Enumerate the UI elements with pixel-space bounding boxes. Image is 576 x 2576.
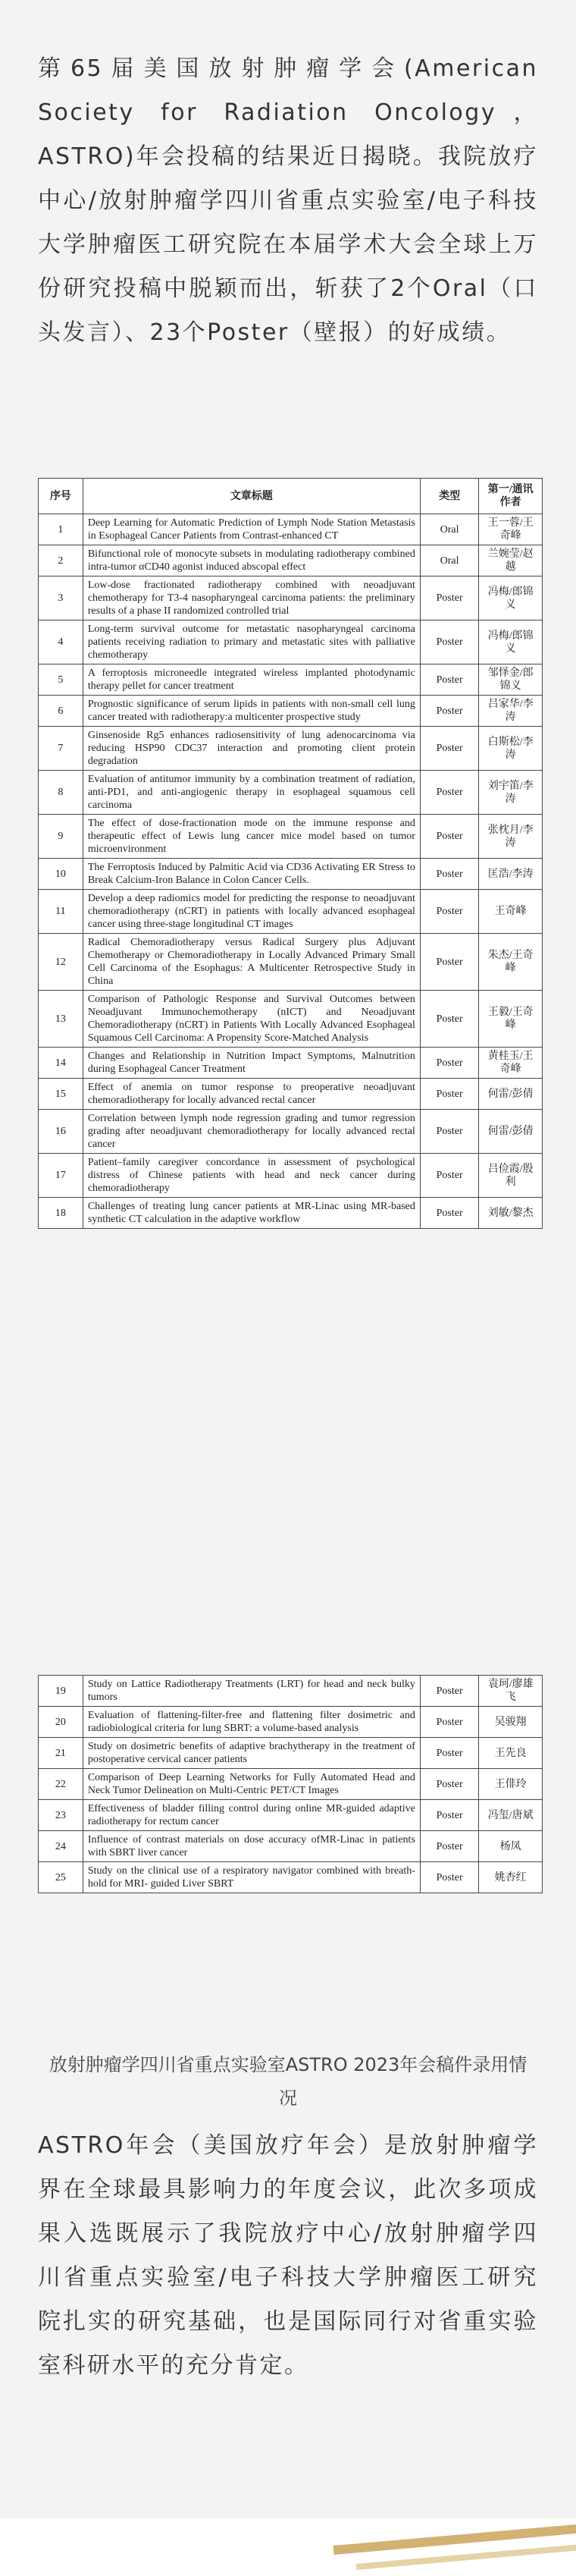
row-author: 何雷/彭倩 <box>479 1110 543 1154</box>
row-author: 袁珂/廖雄飞 <box>479 1676 543 1707</box>
row-number: 11 <box>39 890 83 934</box>
row-number: 10 <box>39 859 83 890</box>
row-type: Poster <box>420 1738 478 1769</box>
row-title: Radical Chemoradiotherapy versus Radical Surgery plus Adjuvant Chemotherapy or Chemoradiotherapy in Locally Advanced Primary Small Cell Carcinoma of the Esophagus: A Multicenter Retrospective Study in China <box>83 934 420 991</box>
row-title: Patient–family caregiver concordance in assessment of psychological distress of Chinese patients with head and neck cancer during chemoradiotherapy <box>83 1154 420 1198</box>
row-type: Oral <box>420 514 478 545</box>
row-author: 何雷/彭倩 <box>479 1079 543 1110</box>
row-type: Oral <box>420 545 478 576</box>
row-type: Poster <box>420 576 478 620</box>
row-title: Evaluation of flattening-filter-free and flattening filter dosimetric and radiobiological criteria for lung SBRT: a volume-based analysis <box>83 1707 420 1738</box>
row-number: 7 <box>39 727 83 771</box>
row-author: 王先良 <box>479 1738 543 1769</box>
table-row <box>39 1800 543 1831</box>
row-author: 朱杰/王奇峰 <box>479 934 543 991</box>
table-row <box>39 1738 543 1769</box>
row-type: Poster <box>420 1800 478 1831</box>
header-no: 序号 <box>39 479 83 514</box>
row-title: Effect of anemia on tumor response to preoperative neoadjuvant chemoradiotherapy for locally advanced rectal cancer <box>83 1079 420 1110</box>
table-row <box>39 696 543 727</box>
row-number: 6 <box>39 696 83 727</box>
row-title: Ginsenoside Rg5 enhances radiosensitivity of lung adenocarcinoma via reducing HSP90 CDC37 interaction and promoting client protein degradation <box>83 727 420 771</box>
row-title: Influence of contrast materials on dose accuracy ofMR-Linac in patients with SBRT liver cancer <box>83 1831 420 1862</box>
row-title: Changes and Relationship in Nutrition Impact Symptoms, Malnutrition during Esophageal Cancer Treatment <box>83 1048 420 1079</box>
table-row <box>39 934 543 991</box>
table-row <box>39 1154 543 1198</box>
table-row <box>39 1198 543 1229</box>
row-number: 19 <box>39 1676 83 1707</box>
row-author: 刘敏/黎杰 <box>479 1198 543 1229</box>
table-row <box>39 1769 543 1800</box>
table-row <box>39 664 543 696</box>
results-table-continued <box>38 1675 543 1893</box>
row-number: 12 <box>39 934 83 991</box>
row-title: Study on Lattice Radiotherapy Treatments (LRT) for head and neck bulky tumors <box>83 1676 420 1707</box>
row-title: Comparison of Deep Learning Networks for Fully Automated Head and Neck Tumor Delineation on Multi-Centric PET/CT Images <box>83 1769 420 1800</box>
row-title: The effect of dose-fractionation mode on the immune response and therapeutic effect of Lewis lung cancer mice model based on tumor microenvironment <box>83 815 420 859</box>
table-row <box>39 815 543 859</box>
table-row <box>39 991 543 1048</box>
row-author: 王俳玲 <box>479 1769 543 1800</box>
table-row <box>39 620 543 664</box>
row-type: Poster <box>420 1676 478 1707</box>
table-row <box>39 545 543 576</box>
row-title: Low-dose fractionated radiotherapy combined with neoadjuvant chemotherapy for T3-4 nasopharyngeal carcinoma patients: the preliminary results of a phase II randomized controlled trial <box>83 576 420 620</box>
row-title: Develop a deep radiomics model for predicting the response to neoadjuvant chemoradiotherapy (nCRT) in patients with locally advanced esophageal cancer using three-stage longitudinal CT images <box>83 890 420 934</box>
row-number: 8 <box>39 771 83 815</box>
row-title: Challenges of treating lung cancer patients at MR-Linac using MR-based synthetic CT calculation in the adaptive workflow <box>83 1198 420 1229</box>
row-author: 王毅/王奇峰 <box>479 991 543 1048</box>
row-type: Poster <box>420 890 478 934</box>
row-title: Effectiveness of bladder filling control during online MR-guided adaptive radiotherapy for rectum cancer <box>83 1800 420 1831</box>
row-type: Poster <box>420 1079 478 1110</box>
table-row <box>39 771 543 815</box>
table-row <box>39 1862 543 1893</box>
row-author: 吕俭霞/殷利 <box>479 1154 543 1198</box>
row-number: 1 <box>39 514 83 545</box>
table-row <box>39 859 543 890</box>
table-row <box>39 1079 543 1110</box>
row-number: 17 <box>39 1154 83 1198</box>
row-title: A ferroptosis microneedle integrated wireless implanted photodynamic therapy pellet for cancer treatment <box>83 664 420 696</box>
row-author: 匡浩/李涛 <box>479 859 543 890</box>
table-caption: 放射肿瘤学四川省重点实验室ASTRO 2023年会稿件录用情况 <box>49 2054 527 2109</box>
row-type: Poster <box>420 934 478 991</box>
row-type: Poster <box>420 620 478 664</box>
row-author: 白斯松/李涛 <box>479 727 543 771</box>
row-author: 王一蓉/王奇峰 <box>479 514 543 545</box>
row-type: Poster <box>420 1831 478 1862</box>
row-type: Poster <box>420 1154 478 1198</box>
row-author: 冯梅/郎锦义 <box>479 576 543 620</box>
row-title: Evaluation of antitumor immunity by a combination treatment of radiation, anti-PD1, and anti-angiogenic therapy in esophageal squamous cell carcinoma <box>83 771 420 815</box>
row-title: Study on dosimetric benefits of adaptive brachytherapy in the treatment of postoperative cervical cancer patients <box>83 1738 420 1769</box>
table-row <box>39 890 543 934</box>
row-type: Poster <box>420 1198 478 1229</box>
row-title: Correlation between lymph node regression grading and tumor regression grading after neoadjuvant chemoradiotherapy for locally advanced rectal cancer <box>83 1110 420 1154</box>
row-number: 25 <box>39 1862 83 1893</box>
row-number: 13 <box>39 991 83 1048</box>
closing-paragraph: ASTRO年会（美国放疗年会）是放射肿瘤学界在全球最具影响力的年度会议，此次多项成果入选既展示了我院放疗中心/放射肿瘤学四川省重点实验室/电子科技大学肿瘤医工研究院扎实的研究基础，也是国际同行对省重实验室科研水平的充分肯定。 <box>38 2132 538 2379</box>
row-number: 18 <box>39 1198 83 1229</box>
row-type: Poster <box>420 815 478 859</box>
row-author: 张枕月/李涛 <box>479 815 543 859</box>
row-number: 20 <box>39 1707 83 1738</box>
table-row <box>39 1048 543 1079</box>
table-header-row <box>39 479 543 514</box>
row-type: Poster <box>420 727 478 771</box>
row-type: Poster <box>420 771 478 815</box>
table-row <box>39 576 543 620</box>
row-author: 黄桂玉/王奇峰 <box>479 1048 543 1079</box>
row-number: 16 <box>39 1110 83 1154</box>
table-row <box>39 514 543 545</box>
row-title: Deep Learning for Automatic Prediction of Lymph Node Station Metastasis in Esophageal Cancer Patients from Contrast-enhanced CT <box>83 514 420 545</box>
row-type: Poster <box>420 1048 478 1079</box>
row-type: Poster <box>420 696 478 727</box>
results-table <box>38 478 543 1229</box>
row-author: 吕家华/李涛 <box>479 696 543 727</box>
row-title: Comparison of Pathologic Response and Survival Outcomes between Neoadjuvant Immunochemotherapy (nICT) and Neoadjuvant Chemoradiotherapy (nCRT) in Patients With Locally Advanced Esophageal Squamous Cell Carcinoma: A Propensity Score-Matched Analysis <box>83 991 420 1048</box>
row-number: 22 <box>39 1769 83 1800</box>
row-type: Poster <box>420 1707 478 1738</box>
row-title: Study on the clinical use of a respiratory navigator combined with breath-hold for MRI- guided Liver SBRT <box>83 1862 420 1893</box>
row-author: 兰婉莹/赵越 <box>479 545 543 576</box>
row-number: 23 <box>39 1800 83 1831</box>
row-number: 3 <box>39 576 83 620</box>
row-author: 邹怿金/郎锦义 <box>479 664 543 696</box>
row-number: 15 <box>39 1079 83 1110</box>
row-number: 24 <box>39 1831 83 1862</box>
row-number: 14 <box>39 1048 83 1079</box>
header-type: 类型 <box>420 479 478 514</box>
row-title: Bifunctional role of monocyte subsets in modulating radiotherapy combined intra-tumor αCD40 agonist induced abscopal effect <box>83 545 420 576</box>
row-number: 5 <box>39 664 83 696</box>
row-author: 吴骏翔 <box>479 1707 543 1738</box>
row-type: Poster <box>420 1862 478 1893</box>
row-type: Poster <box>420 859 478 890</box>
table-row <box>39 1831 543 1862</box>
header-author: 第一/通讯作者 <box>479 479 543 514</box>
row-type: Poster <box>420 1110 478 1154</box>
intro-paragraph: 第65届美国放射肿瘤学会(American Society for Radiation Oncology，ASTRO)年会投稿的结果近日揭晓。我院放疗中心/放射肿瘤学四川省重点实验室/电子科技大学肿瘤医工研究院在本届学术大会全球上万份研究投稿中脱颖而出，斩获了2个Oral（口头发言）、23个Poster（壁报）的好成绩。 <box>38 55 538 346</box>
row-author: 冯梅/郎锦义 <box>479 620 543 664</box>
row-number: 9 <box>39 815 83 859</box>
row-title: The Ferroptosis Induced by Palmitic Acid via CD36 Activating ER Stress to Break Calcium-Iron Balance in Colon Cancer Cells. <box>83 859 420 890</box>
row-type: Poster <box>420 991 478 1048</box>
row-number: 21 <box>39 1738 83 1769</box>
table-row <box>39 1676 543 1707</box>
table-row <box>39 1707 543 1738</box>
row-type: Poster <box>420 1769 478 1800</box>
table-row <box>39 1110 543 1154</box>
row-type: Poster <box>420 664 478 696</box>
row-author: 刘宇笛/李涛 <box>479 771 543 815</box>
row-author: 杨凤 <box>479 1831 543 1862</box>
table-row <box>39 727 543 771</box>
row-author: 冯玺/唐斌 <box>479 1800 543 1831</box>
row-author: 姚杏红 <box>479 1862 543 1893</box>
row-number: 2 <box>39 545 83 576</box>
row-author: 王奇峰 <box>479 890 543 934</box>
row-number: 4 <box>39 620 83 664</box>
row-title: Long-term survival outcome for metastatic nasopharyngeal carcinoma patients receiving radiation to primary and metastatic sites with palliative chemotherapy <box>83 620 420 664</box>
footer-decoration <box>0 2518 576 2576</box>
row-title: Prognostic significance of serum lipids in patients with non-small cell lung cancer treated with radiotherapy:a multicenter prospective study <box>83 696 420 727</box>
header-title: 文章标题 <box>83 479 420 514</box>
